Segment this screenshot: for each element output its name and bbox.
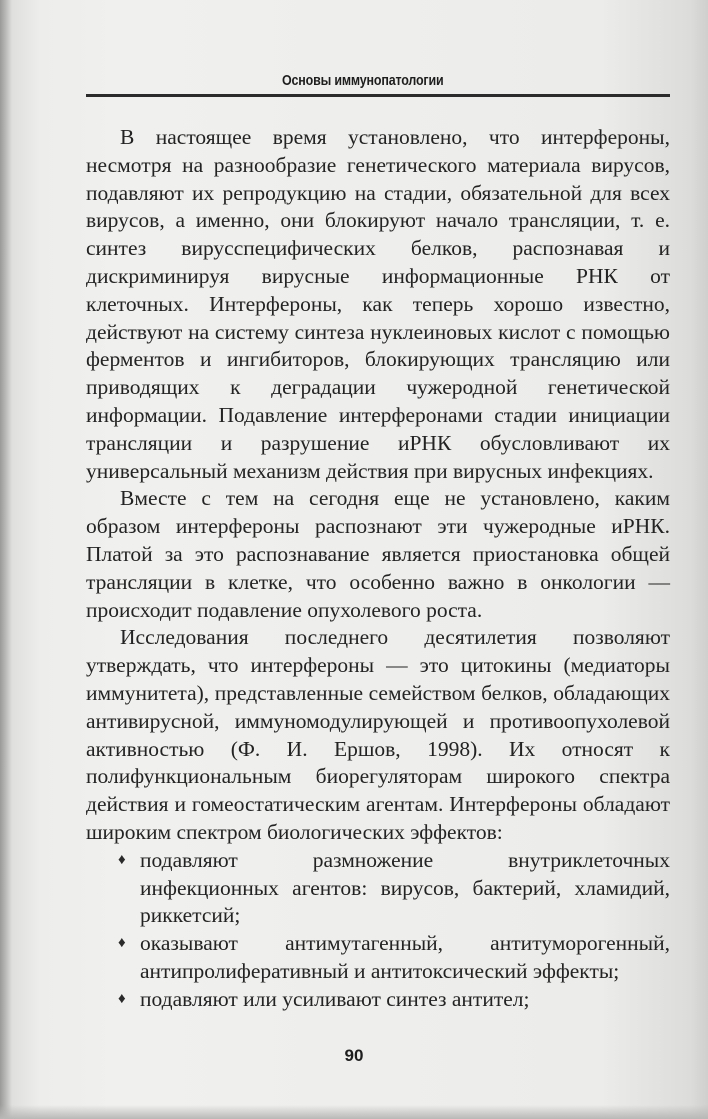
page-number: 90	[344, 1046, 364, 1065]
diamond-bullet-icon: ♦	[118, 851, 126, 868]
bottom-edge-shadow	[0, 1105, 708, 1119]
diamond-bullet-icon: ♦	[118, 935, 126, 952]
paragraph-3: Исследования последнего десятилетия позволяют утверждать, что интерфероны — это цитокины (медиаторы иммунитета), представленные семейством белков, обладающих антивирусной, иммуномодулирующей и противоопухолевой активностью (Ф. И. Ершов, 1998). Их относят к полифункциональным биорегуляторам широкого спектра действия и гомеостатическим агентам. Интерфероны обладают широким спектром биологических эффектов:	[86, 625, 670, 844]
paragraph-1: В настоящее время установлено, что интерфероны, несмотря на разнообразие генетического материала вирусов, подавляют их репродукцию на стадии, обязательной для всех вирусов, а именно, они блокируют начало трансляции, т. е. синтез вирусспецифических белков, распознавая и дискриминируя вирусные информационные РНК от клеточных. Интерфероны, как теперь хорошо известно, действуют на систему синтеза нуклеиновых кислот с помощью ферментов и ингибиторов, блокирующих трансляцию или приводящих к деградации чужеродной генетической информации. Подавление интерферонами стадии инициации трансляции и разрушение иРНК обусловливают их универсальный механизм действия при вирусных инфекциях.	[86, 125, 670, 483]
effects-list	[86, 847, 670, 1014]
diamond-bullet-icon: ♦	[118, 990, 126, 1007]
list-item	[86, 986, 670, 1014]
running-header	[86, 72, 670, 97]
binding-shadow	[0, 0, 12, 1119]
list-item-text: подавляют размножение внутриклеточных инфекционных агентов: вирусов, бактерий, хламидий, риккетсий;	[140, 847, 670, 928]
list-item	[86, 847, 670, 930]
paragraph-2: Вместе с тем на сегодня еще не установлено, каким образом интерфероны распознают эти чужеродные иРНК. Платой за это распознавание является приостановка общей трансляции в клетке, что особенно важно в онкологии — происходит подавление опухолевого роста.	[86, 486, 670, 622]
list-item-text: подавляют или усиливают синтез антител;	[140, 986, 530, 1011]
running-header-title: Основы иммунопатологии	[282, 73, 444, 89]
list-item	[86, 930, 670, 986]
body-text	[86, 124, 670, 1014]
list-item-text: оказывают антимутагенный, антитуморогенный, антипролиферативный и антитоксический эффекты;	[140, 931, 670, 983]
